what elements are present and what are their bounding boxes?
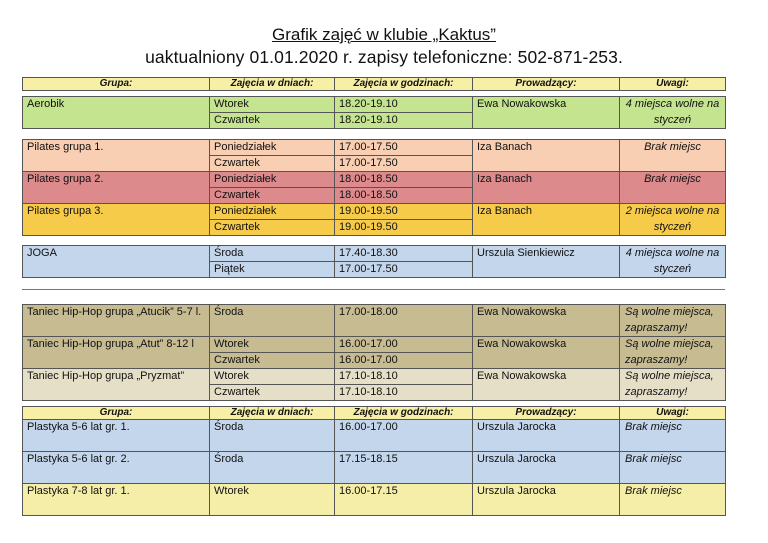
hours-cell: 16.00-17.00: [335, 353, 473, 369]
group-cell: Pilates grupa 3.: [23, 204, 210, 236]
table-row: [23, 97, 726, 113]
teacher-cell: Urszula Jarocka: [473, 420, 620, 452]
table-row: [23, 420, 726, 452]
day-cell: Wtorek: [210, 484, 335, 516]
group-cell: Pilates grupa 2.: [23, 172, 210, 204]
teacher-cell: Ewa Nowakowska: [473, 97, 620, 129]
note-cell: Są wolne miejsca, zapraszamy!: [620, 369, 726, 401]
header-teacher: Prowadzący:: [473, 407, 620, 420]
group-cell: Taniec Hip-Hop grupa „Atut” 8-12 l: [23, 337, 210, 369]
table-row: [23, 246, 726, 262]
teacher-cell: Ewa Nowakowska: [473, 305, 620, 337]
table-row: [23, 305, 726, 337]
hours-cell: 18.00-18.50: [335, 188, 473, 204]
table-row: [23, 337, 726, 353]
teacher-cell: Ewa Nowakowska: [473, 337, 620, 369]
schedule-table-aerobik: [22, 77, 726, 91]
schedule-table-hiphop: [22, 304, 726, 401]
note-cell: 4 miejsca wolne na styczeń: [620, 97, 726, 129]
hours-cell: 19.00-19.50: [335, 204, 473, 220]
hours-cell: 16.00-17.00: [335, 337, 473, 353]
hours-cell: 18.00-18.50: [335, 172, 473, 188]
note-cell: Są wolne miejsca, zapraszamy!: [620, 337, 726, 369]
note-cell: Brak miejsc: [620, 452, 726, 484]
note-cell: Brak miejsc: [620, 172, 726, 204]
page-title: Grafik zajęć w klubie „Kaktus”: [272, 25, 496, 44]
hours-cell: 17.40-18.30: [335, 246, 473, 262]
group-cell: Taniec Hip-Hop grupa „Pryzmat”: [23, 369, 210, 401]
day-cell: Poniedziałek: [210, 172, 335, 188]
header-hours: Zajęcia w godzinach:: [335, 407, 473, 420]
group-cell: Aerobik: [23, 97, 210, 129]
header-days: Zajęcia w dniach:: [210, 407, 335, 420]
group-cell: Plastyka 7-8 lat gr. 1.: [23, 484, 210, 516]
group-cell: JOGA: [23, 246, 210, 278]
day-cell: Piątek: [210, 262, 335, 278]
group-cell: Plastyka 5-6 lat gr. 2.: [23, 452, 210, 484]
table-row: [23, 172, 726, 188]
note-cell: 4 miejsca wolne na styczeń: [620, 246, 726, 278]
day-cell: Wtorek: [210, 97, 335, 113]
group-cell: Pilates grupa 1.: [23, 140, 210, 172]
day-cell: Środa: [210, 452, 335, 484]
header-hours: Zajęcia w godzinach:: [335, 78, 473, 91]
hours-cell: 17.00-18.00: [335, 305, 473, 337]
day-cell: Środa: [210, 305, 335, 337]
header-group: Grupa:: [23, 78, 210, 91]
table-header-row: [23, 407, 726, 420]
hours-cell: 17.00-17.50: [335, 262, 473, 278]
header-notes: Uwagi:: [620, 78, 726, 91]
header-days: Zajęcia w dniach:: [210, 78, 335, 91]
hours-cell: 17.10-18.10: [335, 369, 473, 385]
day-cell: Czwartek: [210, 156, 335, 172]
table-row: [23, 452, 726, 484]
header-notes: Uwagi:: [620, 407, 726, 420]
table-row: [23, 484, 726, 516]
hours-cell: 19.00-19.50: [335, 220, 473, 236]
schedule-table-plastyka: [22, 406, 726, 516]
group-cell: Plastyka 5-6 lat gr. 1.: [23, 420, 210, 452]
header-teacher: Prowadzący:: [473, 78, 620, 91]
day-cell: Czwartek: [210, 220, 335, 236]
table-header-row: [23, 78, 726, 91]
hours-cell: 18.20-19.10: [335, 113, 473, 129]
table-row: [23, 369, 726, 385]
day-cell: Czwartek: [210, 113, 335, 129]
teacher-cell: Iza Banach: [473, 140, 620, 172]
page-subtitle: uaktualniony 01.01.2020 r. zapisy telefoniczne: 502-871-253.: [145, 47, 623, 67]
schedule-table-pilates: [22, 139, 726, 236]
note-cell: 2 miejsca wolne na styczeń: [620, 204, 726, 236]
teacher-cell: Urszula Jarocka: [473, 484, 620, 516]
hours-cell: 17.00-17.50: [335, 140, 473, 156]
hours-cell: 18.20-19.10: [335, 97, 473, 113]
day-cell: Czwartek: [210, 385, 335, 401]
note-cell: Brak miejsc: [620, 420, 726, 452]
day-cell: Wtorek: [210, 369, 335, 385]
hours-cell: 16.00-17.15: [335, 484, 473, 516]
note-cell: Brak miejsc: [620, 140, 726, 172]
teacher-cell: Urszula Jarocka: [473, 452, 620, 484]
table-row: [23, 140, 726, 156]
section-divider: [22, 289, 725, 290]
day-cell: Wtorek: [210, 337, 335, 353]
group-cell: Taniec Hip-Hop grupa „Atucik” 5-7 l.: [23, 305, 210, 337]
schedule-table-aerobik-body: [22, 96, 726, 129]
note-cell: Brak miejsc: [620, 484, 726, 516]
day-cell: Środa: [210, 420, 335, 452]
header-group: Grupa:: [23, 407, 210, 420]
day-cell: Czwartek: [210, 353, 335, 369]
hours-cell: 17.00-17.50: [335, 156, 473, 172]
schedule-table-joga: [22, 245, 726, 278]
day-cell: Poniedziałek: [210, 204, 335, 220]
hours-cell: 17.10-18.10: [335, 385, 473, 401]
teacher-cell: Iza Banach: [473, 172, 620, 204]
hours-cell: 16.00-17.00: [335, 420, 473, 452]
day-cell: Poniedziałek: [210, 140, 335, 156]
day-cell: Środa: [210, 246, 335, 262]
teacher-cell: Ewa Nowakowska: [473, 369, 620, 401]
hours-cell: 17.15-18.15: [335, 452, 473, 484]
teacher-cell: Urszula Sienkiewicz: [473, 246, 620, 278]
day-cell: Czwartek: [210, 188, 335, 204]
table-row: [23, 204, 726, 220]
note-cell: Są wolne miejsca, zapraszamy!: [620, 305, 726, 337]
teacher-cell: Iza Banach: [473, 204, 620, 236]
